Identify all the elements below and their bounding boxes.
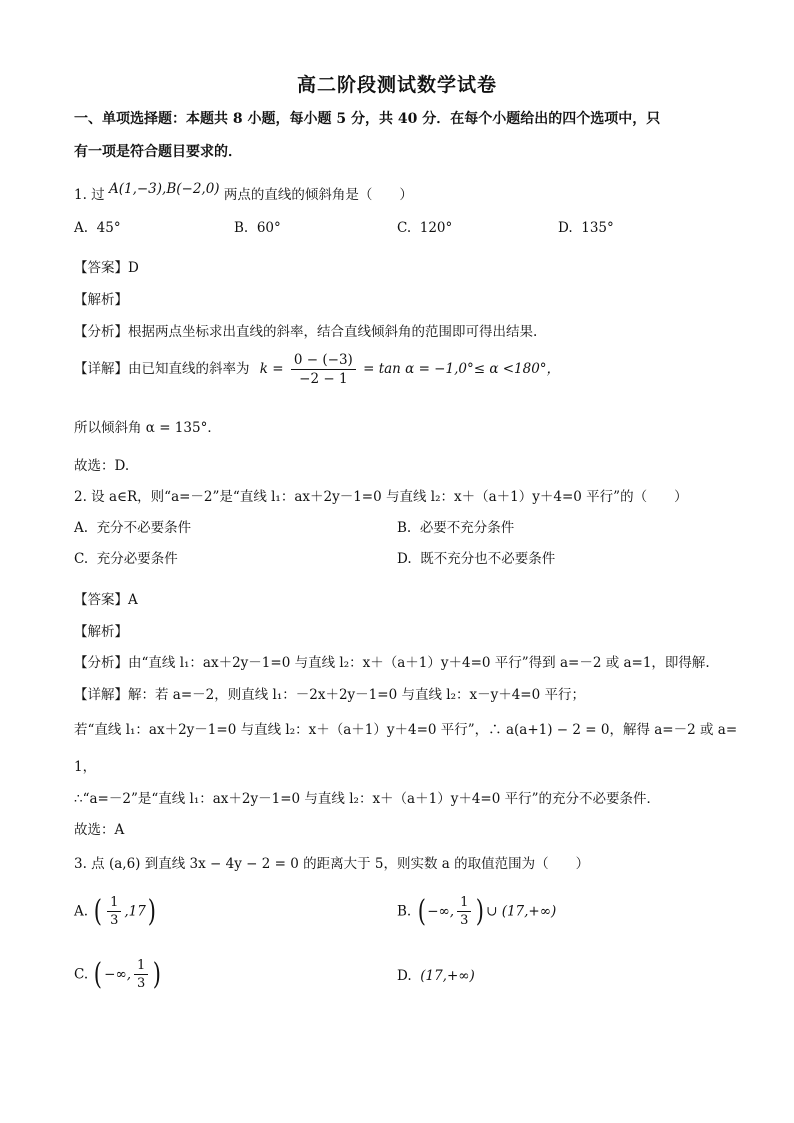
q3-option-c: C. ( −∞, $\frac{1}{3}$ ) — [74, 956, 162, 992]
q2-option-a: A. 充分不必要条件 — [74, 520, 192, 536]
q1-option-b: B. 60° — [234, 220, 281, 236]
section-heading-line1: 一、单项选择题：本题共 8 小题，每小题 5 分，共 40 分．在每个小题给出的四个选项中，只 — [74, 111, 661, 127]
q3-option-a: A. ( $\frac{1}{3}$ ,17) — [74, 893, 156, 929]
q1-stem-text: 两点的直线的倾斜角是（ ） — [223, 187, 413, 203]
q1-frac-den: −2 − 1 — [299, 371, 348, 387]
q1-option-a: A. 45° — [74, 220, 121, 236]
q1-jiexi: 【解析】 — [74, 292, 128, 308]
q1-detail-pre: 【详解】由已知直线的斜率为 — [74, 361, 250, 377]
q2-analysis: 【分析】由“直线 l₁：ax＋2y－1=0 与直线 l₂：x＋（a＋1）y＋4=0 平行”得到 a=－2 或 a=1，即得解. — [74, 655, 710, 671]
q3-option-d: D. (17,+∞) — [397, 968, 475, 984]
q2-choose: 故选：A — [74, 822, 125, 838]
q1-frac-num: 0 − (−3) — [291, 352, 356, 370]
q1-option-c: C. 120° — [397, 220, 453, 236]
q2-detail-2: 若“直线 l₁：ax＋2y－1=0 与直线 l₂：x＋（a＋1）y＋4=0 平行”，∴ a(a+1) − 2 = 0，解得 a=－2 或 a= — [74, 722, 738, 738]
q1-detail — [74, 352, 560, 387]
q1-answer: 【答案】D — [74, 260, 139, 276]
q1-slope-fraction — [291, 352, 356, 387]
q2-detail-3: 1， — [74, 759, 97, 775]
q1-points: A(1,−3),B(−2,0) — [108, 181, 220, 197]
q1-conclusion: 所以倾斜角 α = 135°． — [74, 420, 221, 436]
q2-detail-1: 【详解】解：若 a=－2，则直线 l₁：－2x＋2y－1=0 与直线 l₂：x－y＋4=0 平行； — [74, 687, 586, 703]
q1-number: 1. 过 — [74, 187, 105, 203]
q2-answer: 【答案】A — [74, 592, 138, 608]
q2-stem: 2. 设 a∈R，则“a=－2”是“直线 l₁：ax＋2y－1=0 与直线 l₂：x＋（a＋1）y＋4=0 平行”的（ ） — [74, 489, 688, 505]
q1-detail-post: = tan α = −1,0°≤ α <180°， — [363, 361, 561, 377]
section-heading-line2: 有一项是符合题目要求的． — [74, 144, 242, 160]
q1-stem — [74, 183, 413, 203]
q2-jiexi: 【解析】 — [74, 624, 128, 640]
q3-stem: 3. 点 (a,6) 到直线 3x − 4y − 2 = 0 的距离大于 5，则实数 a 的取值范围为（ ） — [74, 856, 590, 872]
q2-detail-4: ∴“a=－2”是“直线 l₁：ax＋2y－1=0 与直线 l₂：x＋（a＋1）y＋4=0 平行”的充分不必要条件． — [74, 791, 661, 807]
q3-option-b: B. ( −∞, $\frac{1}{3}$ ) ∪ (17,+∞) — [397, 893, 557, 929]
q1-choose: 故选：D. — [74, 458, 130, 474]
page-title: 高二阶段测试数学试卷 — [296, 74, 497, 96]
q1-analysis: 【分析】根据两点坐标求出直线的斜率，结合直线倾斜角的范围即可得出结果. — [74, 324, 538, 340]
q2-option-c: C. 充分必要条件 — [74, 551, 178, 567]
q2-option-d: D. 既不充分也不必要条件 — [397, 551, 556, 567]
q1-option-d: D. 135° — [558, 220, 614, 236]
q1-k-eq: k = — [259, 361, 284, 377]
q2-option-b: B. 必要不充分条件 — [397, 520, 515, 536]
